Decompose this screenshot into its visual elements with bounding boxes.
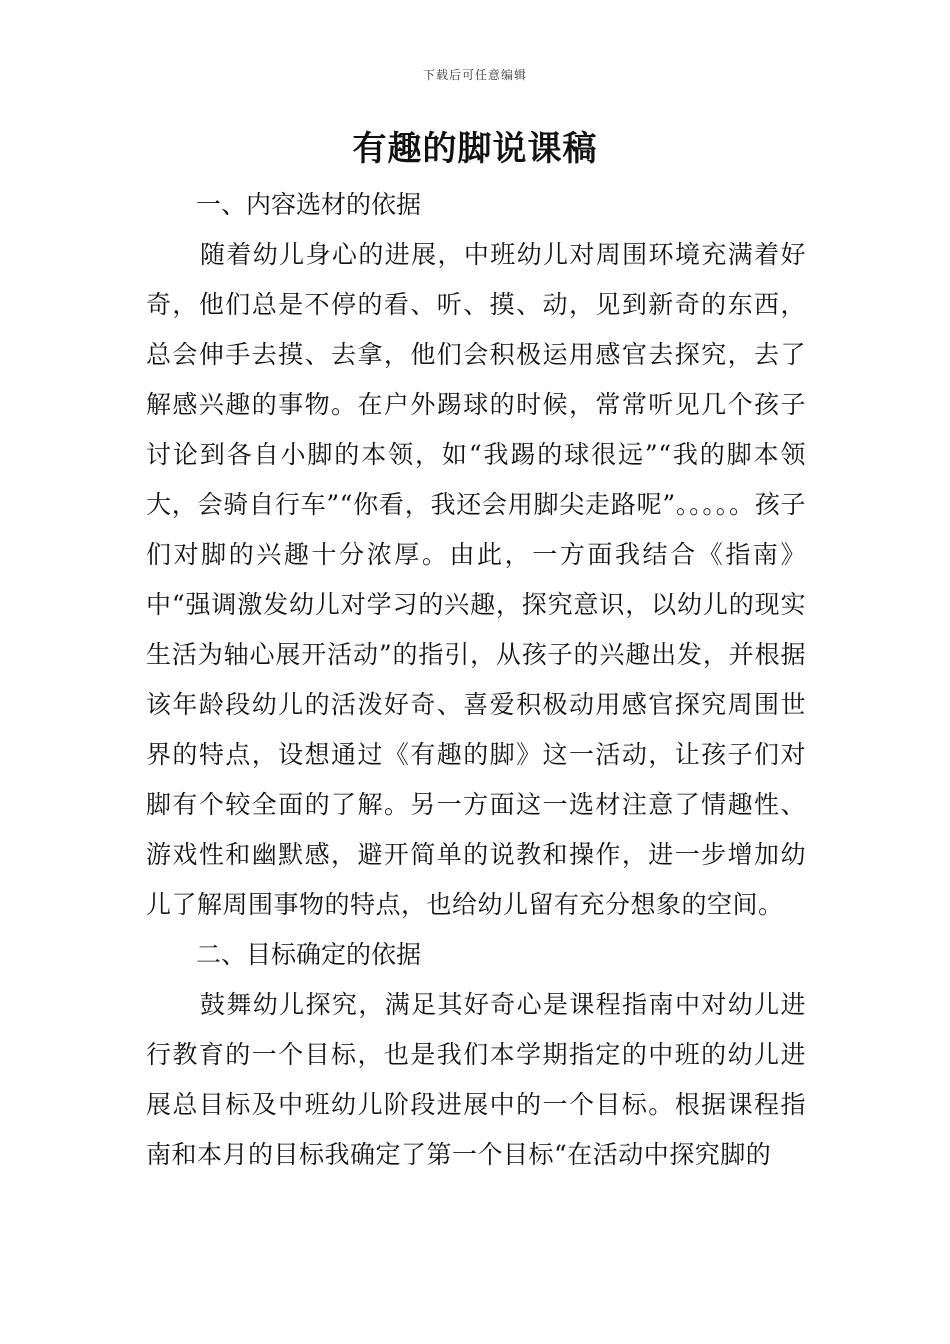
document-body — [146, 180, 806, 1180]
header-note: 下载后可任意编辑 — [422, 68, 527, 82]
document-title: 有趣的脚说课稿 — [352, 129, 598, 169]
section-heading-2: 二、目标确定的依据 — [196, 940, 422, 969]
section-paragraph-1: 随着幼儿身心的进展，中班幼儿对周围环境充满着好奇，他们总是不停的看、听、摸、动，见到新奇的东西，总会伸手去摸、去拿，他们会积极运用感官去探究，去了解感兴趣的事物。在户外踢球的时候，常常听见几个孩子讨论到各自小脚的本领，如“我踢的球很远”“我的脚本领大，会骑自行车”“你看，我还会用脚尖走路呢”。。。。。孩子们对脚的兴趣十分浓厚。由此，一方面我结合《指南》中“强调激发幼儿对学习的兴趣，探究意识，以幼儿的现实生活为轴心展开活动”的指引，从孩子的兴趣出发，并根据该年龄段幼儿的活泼好奇、喜爱积极动用感官探究周围世界的特点，设想通过《有趣的脚》这一活动，让孩子们对脚有个较全面的了解。另一方面这一选材注意了情趣性、游戏性和幽默感，避开简单的说教和操作，进一步增加幼儿了解周围事物的特点，也给幼儿留有充分想象的空间。 — [146, 240, 806, 919]
section-paragraph-2: 鼓舞幼儿探究，满足其好奇心是课程指南中对幼儿进行教育的一个目标，也是我们本学期指定的中班的幼儿进展总目标及中班幼儿阶段进展中的一个目标。根据课程指南和本月的目标我确定了第一个目标“在活动中探究脚的 — [146, 990, 806, 1169]
section-heading-1: 一、内容选材的依据 — [196, 190, 422, 219]
